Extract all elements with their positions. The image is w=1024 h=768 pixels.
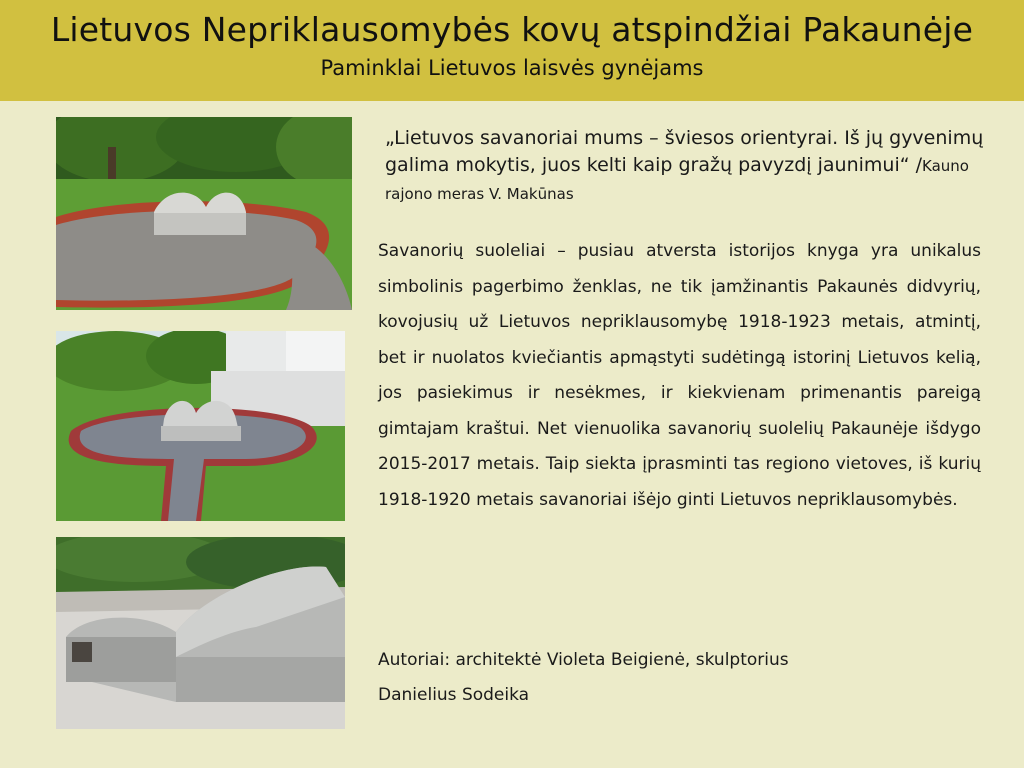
quote-text: „Lietuvos savanoriai mums – šviesos orientyrai. Iš jų gyvenimų galima mokytis, juos kelti kaip gražų pavyzdį jaunimui“ /	[385, 127, 984, 176]
mayor-quote	[385, 125, 985, 208]
authors-credit	[378, 643, 981, 713]
authors-line-2: Danielius Sodeika	[378, 685, 530, 705]
quote-author: Kauno rajono meras V. Makūnas	[385, 157, 969, 203]
header-banner	[0, 0, 1024, 101]
page-subtitle: Paminklai Lietuvos laisvės gynėjams	[320, 56, 704, 80]
photo-bench-park	[56, 117, 352, 310]
authors-line-1: Autoriai: architektė Violeta Beigienė, skulptorius	[378, 650, 789, 670]
photo-bench-closeup	[56, 537, 345, 729]
description-paragraph: Savanorių suoleliai – pusiau atversta istorijos knyga yra unikalus simbolinis pagerbimo ženklas, ne tik įamžinantis Pakaunės didvyrių, kovojusių už Lietuvos nepriklausomybę 1918-1923 metais, atmintį, bet ir nuolatos kviečiantis apmąstyti sudėtingą istorinį Lietuvos kelią, jos pasiekimus ir nesėkmes, ir kiekvienam primenantis pareigą gimtajam kraštui. Net vienuolika savanorių suolelių Pakaunėje išdygo 2015-2017 metais. Taip siekta įprasminti tas regiono vietoves, iš kurių 1918-1920 metais savanoriai išėjo ginti Lietuvos nepriklausomybės.	[378, 241, 981, 510]
page-title: Lietuvos Nepriklausomybės kovų atspindžiai Pakaunėje	[50, 10, 974, 49]
photo-bench-building	[56, 331, 345, 521]
